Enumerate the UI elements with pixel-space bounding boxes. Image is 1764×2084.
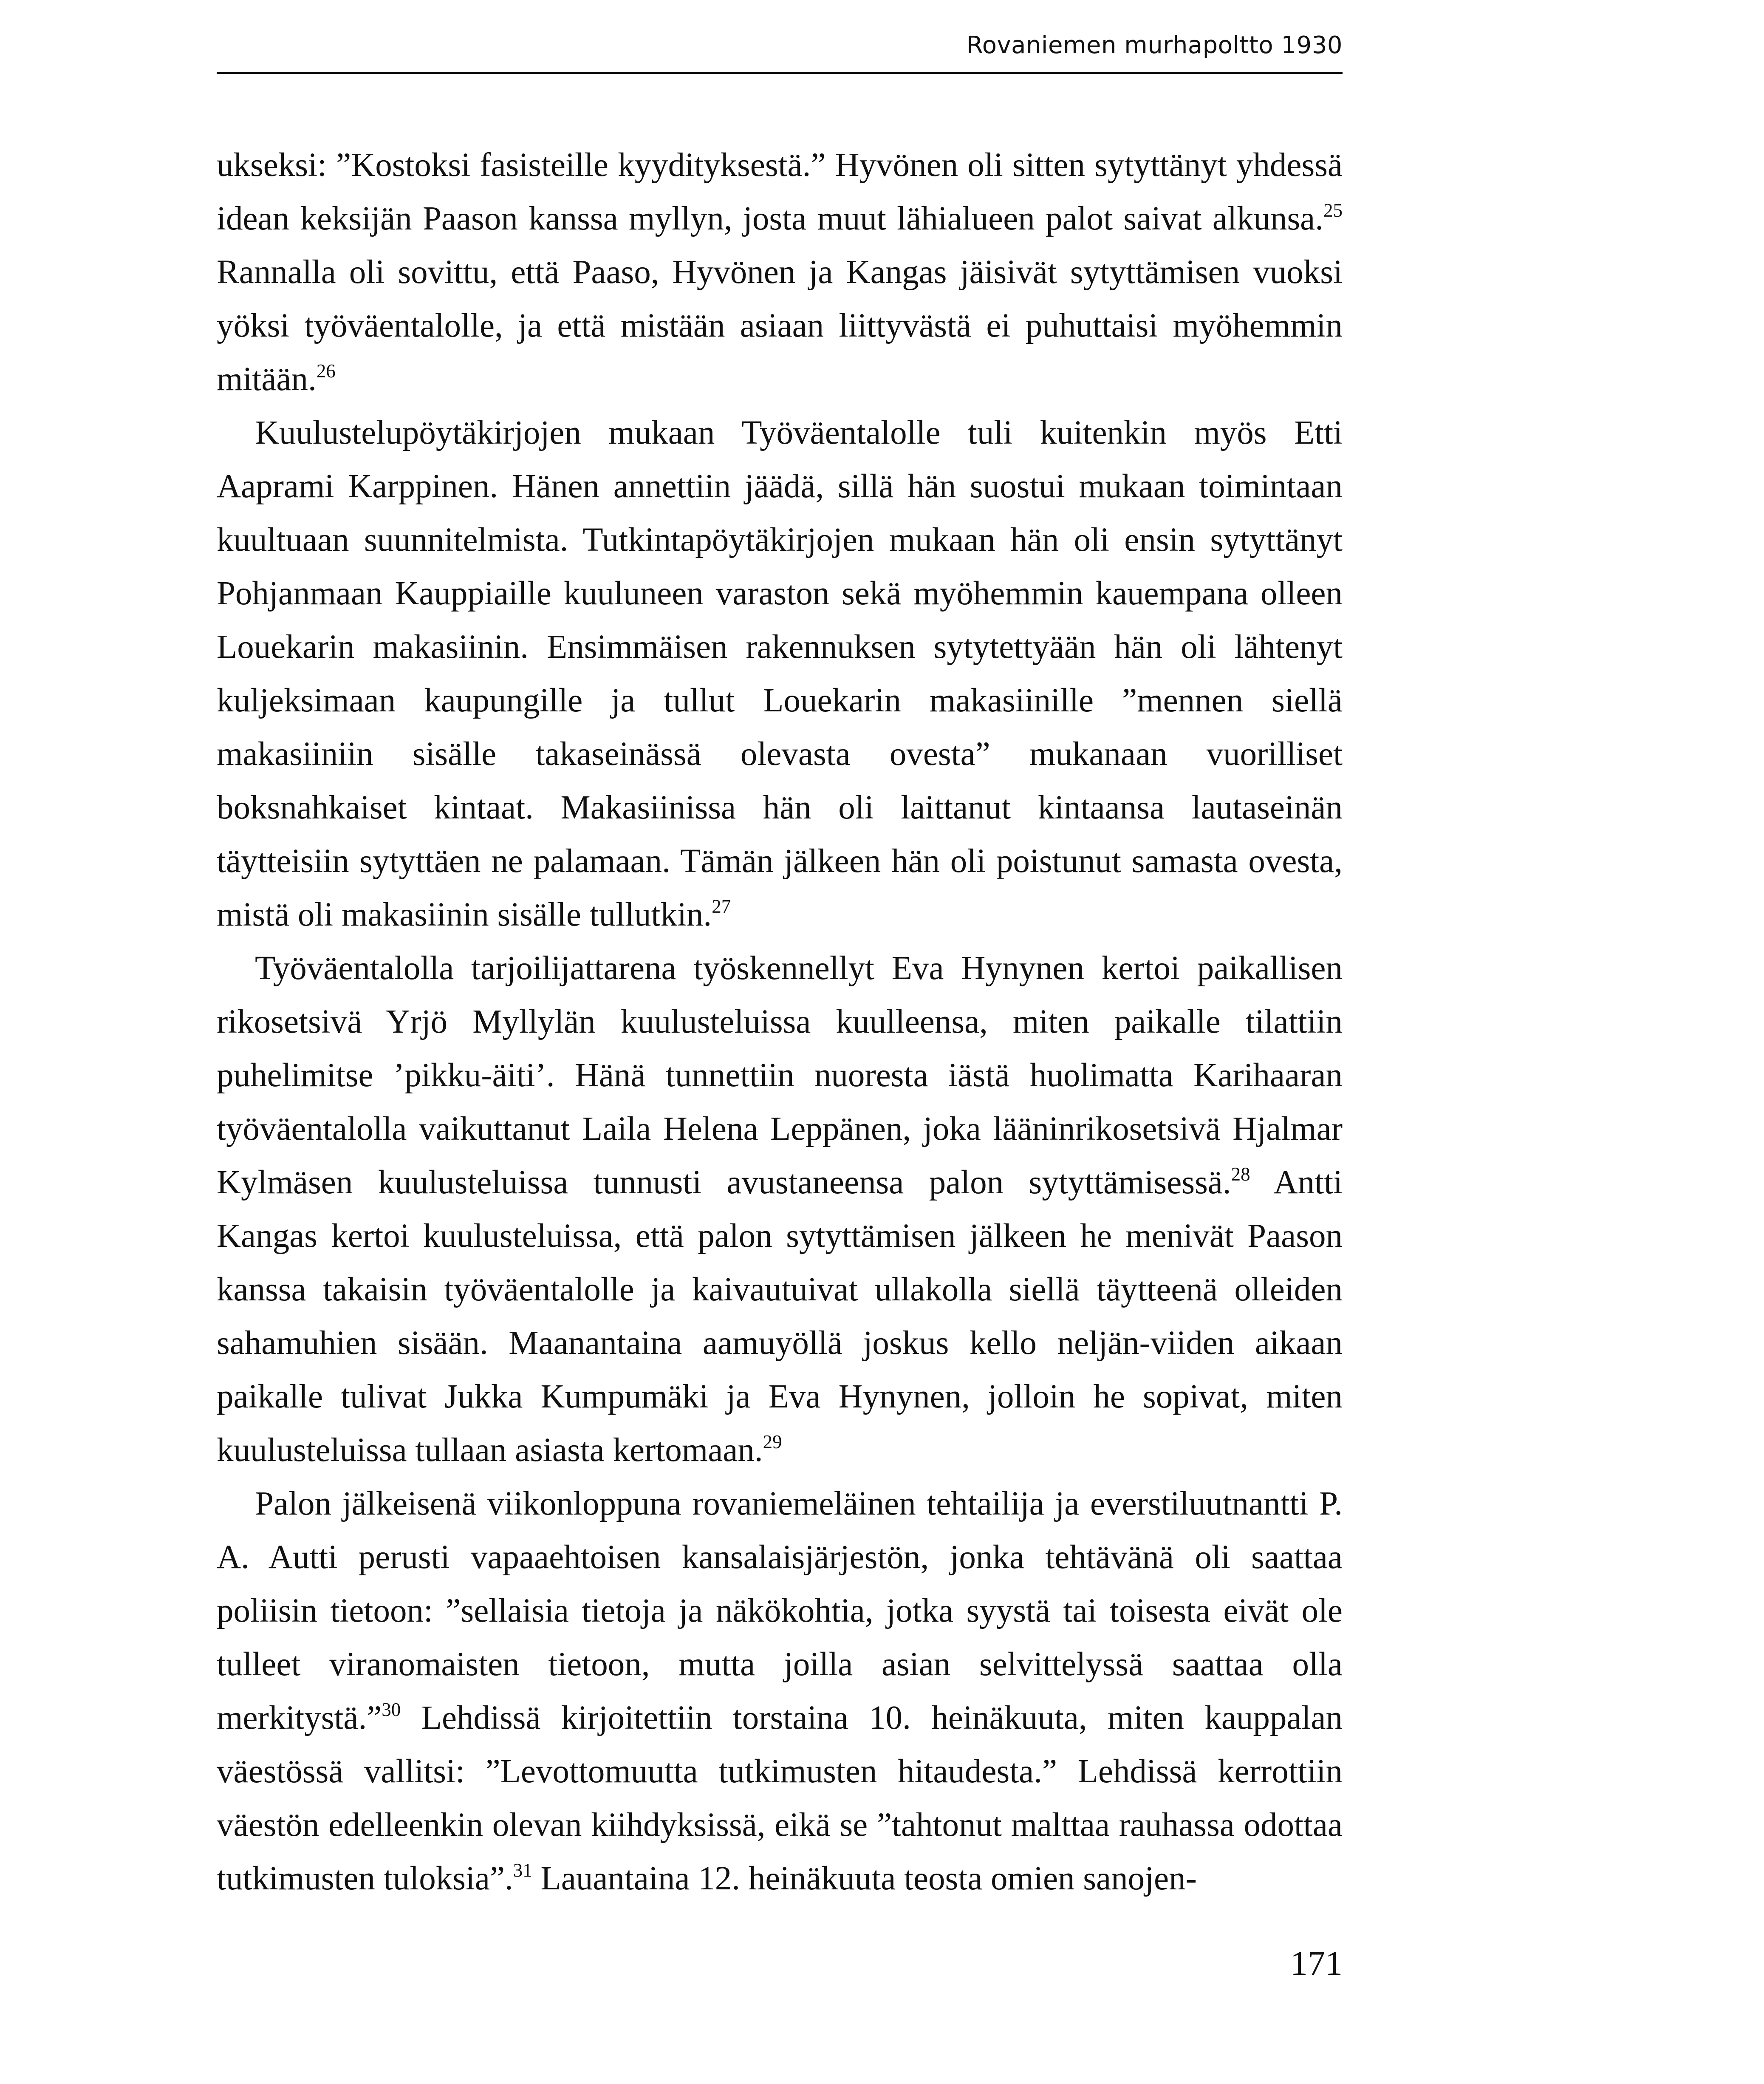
footnote-ref-30: 30 xyxy=(382,1699,401,1720)
running-head: Rovaniemen murhapoltto 1930 xyxy=(966,31,1343,59)
footnote-ref-27: 27 xyxy=(712,896,731,917)
footnote-ref-25: 25 xyxy=(1323,200,1343,221)
text-run: Lauantaina 12. heinäkuuta teosta omien sanojen- xyxy=(532,1860,1197,1897)
text-run: Palon jälkeisenä viikonloppuna rovaniemeläinen tehtailija ja everstiluutnantti P. A. Autti perusti vapaaehtoisen kansalaisjärjestön, jonka tehtävänä oli saattaa poliisin tietoon: ”sellaisia tietoja ja näkökohtia, jotka syystä tai toisesta eivät ole tulleet viranomaisten tietoon, mutta joilla asian selvittelyssä saattaa olla merkitystä.” xyxy=(217,1485,1343,1736)
text-run: ukseksi: ”Kostoksi fasisteille kyydityksestä.” Hyvönen oli sitten sytyttänyt yhdessä idean keksijän Paason kanssa myllyn, josta muut lähialueen palot saivat alkunsa. xyxy=(217,147,1343,237)
text-run: Lehdissä kirjoitettiin torstaina 10. heinäkuuta, miten kauppalan väestössä vallitsi: ”Levottomuutta tutkimusten hitaudesta.” Lehdissä kerrottiin väestön edelleenkin olevan kiihdyksissä, eikä se ”tahtonut malttaa rauhassa odottaa tutkimusten tuloksia”. xyxy=(217,1699,1343,1897)
footnote-ref-28: 28 xyxy=(1231,1164,1250,1185)
page-number: 171 xyxy=(1290,1944,1343,1982)
body-text xyxy=(217,139,1343,1906)
paragraph-1 xyxy=(217,139,1343,406)
paragraph-3 xyxy=(217,942,1343,1477)
footnote-ref-29: 29 xyxy=(763,1431,782,1453)
text-run: Työväentalolla tarjoilijattarena työskennellyt Eva Hynynen kertoi paikallisen rikosetsivä Yrjö Myllylän kuulusteluissa kuulleensa, miten paikalle tilattiin puhelimitse ’pikku-äiti’. Hänä tunnettiin nuoresta iästä huolimatta Karihaaran työväentalolla vaikuttanut Laila Helena Leppänen, joka lääninrikosetsivä Hjalmar Kylmäsen kuulusteluissa tunnusti avustaneensa palon sytyttämisessä. xyxy=(217,950,1343,1201)
paragraph-4 xyxy=(217,1477,1343,1906)
text-run: Antti Kangas kertoi kuulusteluissa, että palon sytyttämisen jälkeen he menivät Paason kanssa takaisin työväentalolle ja kaivautuivat ullakolla siellä täytteenä olleiden sahamuhien sisään. Maanantaina aamuyöllä joskus kello neljän-viiden aikaan paikalle tulivat Jukka Kumpumäki ja Eva Hynynen, jolloin he sopivat, miten kuulusteluissa tullaan asiasta kertomaan. xyxy=(217,1164,1343,1469)
text-run: Kuulustelupöytäkirjojen mukaan Työväentalolle tuli kuitenkin myös Etti Aaprami Karppinen. Hänen annettiin jäädä, sillä hän suostui mukaan toimintaan kuultuaan suunnitelmista. Tutkintapöytäkirjojen mukaan hän oli ensin sytyttänyt Pohjanmaan Kauppiaille kuuluneen varaston sekä myöhemmin kauempana olleen Louekarin makasiinin. Ensimmäisen rakennuksen sytytettyään hän oli lähtenyt kuljeksimaan kaupungille ja tullut Louekarin makasiinille ”mennen siellä makasiiniin sisälle takaseinässä olevasta ovesta” mukanaan vuorilliset boksnahkaiset kintaat. Makasiinissa hän oli laittanut kintaansa lautaseinän täytteisiin sytyttäen ne palamaan. Tämän jälkeen hän oli poistunut samasta ovesta, mistä oli makasiinin sisälle tullutkin. xyxy=(217,414,1343,933)
footnote-ref-26: 26 xyxy=(316,360,336,382)
header-rule xyxy=(217,72,1343,74)
paragraph-2 xyxy=(217,406,1343,942)
footnote-ref-31: 31 xyxy=(513,1860,532,1881)
text-run: Rannalla oli sovittu, että Paaso, Hyvönen ja Kangas jäisivät sytyttämisen vuoksi yöksi työväentalolle, ja että mistään asiaan liittyvästä ei puhuttaisi myöhemmin mitään. xyxy=(217,254,1343,398)
